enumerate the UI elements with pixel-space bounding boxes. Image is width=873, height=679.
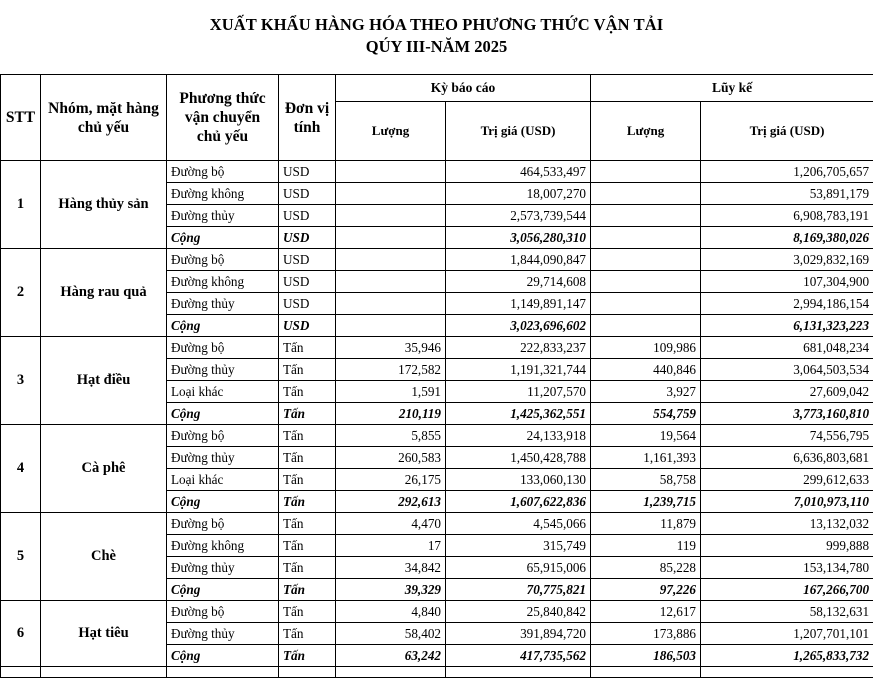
cell-unit: USD	[279, 183, 336, 205]
cell-transport-mode: Cộng	[167, 315, 279, 337]
cell-period-value: 133,060,130	[446, 469, 591, 491]
cell-stt: 5	[1, 513, 41, 601]
cell-transport-mode: Đường không	[167, 183, 279, 205]
cell-transport-mode: Cộng	[167, 579, 279, 601]
table-row	[1, 337, 873, 359]
cell-cumulative-quantity: 173,886	[591, 623, 701, 645]
cell-cumulative-quantity: 186,503	[591, 645, 701, 667]
cell-unit: USD	[279, 271, 336, 293]
cell-transport-mode: Đường bộ	[167, 601, 279, 623]
cell-cumulative-quantity: 85,228	[591, 557, 701, 579]
page-title	[0, 0, 873, 58]
cell-period-value: 1,425,362,551	[446, 403, 591, 425]
cell-cumulative-quantity	[591, 161, 701, 183]
cell-unit: Tấn	[279, 535, 336, 557]
cell-period-quantity: 4,840	[336, 601, 446, 623]
cell-cumulative-value: 999,888	[701, 535, 873, 557]
cell-cumulative-quantity: 440,846	[591, 359, 701, 381]
cell-cumulative-quantity	[591, 293, 701, 315]
cell-cumulative-value: 6,908,783,191	[701, 205, 873, 227]
cell-period-quantity: 260,583	[336, 447, 446, 469]
cell-cumulative-value: 1,265,833,732	[701, 645, 873, 667]
cell-cumulative-quantity: 58,758	[591, 469, 701, 491]
cell-transport-mode: Đường thủy	[167, 557, 279, 579]
column-header-stt: STT	[1, 75, 41, 161]
cell-transport-mode: Đường bộ	[167, 425, 279, 447]
cell-period-value: 3,023,696,602	[446, 315, 591, 337]
column-header-group: Nhóm, mặt hàng chủ yếu	[41, 75, 167, 161]
cell-transport-mode: Đường thủy	[167, 205, 279, 227]
cell-empty	[1, 667, 41, 678]
cell-cumulative-value: 299,612,633	[701, 469, 873, 491]
cell-period-quantity: 172,582	[336, 359, 446, 381]
cell-unit: Tấn	[279, 447, 336, 469]
column-header-cumulative-value: Trị giá (USD)	[701, 102, 873, 161]
cell-empty	[167, 667, 279, 678]
cell-group-name: Hàng thủy sản	[41, 161, 167, 249]
cell-unit: Tấn	[279, 623, 336, 645]
cell-period-quantity	[336, 315, 446, 337]
cell-period-quantity	[336, 161, 446, 183]
cell-cumulative-value: 74,556,795	[701, 425, 873, 447]
cell-stt: 2	[1, 249, 41, 337]
cell-unit: Tấn	[279, 359, 336, 381]
cell-empty	[279, 667, 336, 678]
title-line-2: QÚY III-NĂM 2025	[0, 36, 873, 58]
cell-period-quantity: 210,119	[336, 403, 446, 425]
cell-period-quantity: 34,842	[336, 557, 446, 579]
cell-period-quantity: 58,402	[336, 623, 446, 645]
cell-cumulative-quantity	[591, 249, 701, 271]
cell-period-value: 70,775,821	[446, 579, 591, 601]
cell-period-value: 1,607,622,836	[446, 491, 591, 513]
cell-cumulative-quantity: 12,617	[591, 601, 701, 623]
cell-unit: Tấn	[279, 403, 336, 425]
cell-cumulative-value: 13,132,032	[701, 513, 873, 535]
column-group-header-period: Kỳ báo cáo	[336, 75, 591, 102]
cell-period-value: 391,894,720	[446, 623, 591, 645]
cell-unit: Tấn	[279, 645, 336, 667]
cell-unit: Tấn	[279, 425, 336, 447]
cell-period-value: 3,056,280,310	[446, 227, 591, 249]
cell-period-quantity	[336, 271, 446, 293]
cell-transport-mode: Đường thủy	[167, 359, 279, 381]
table-row	[1, 161, 873, 183]
cell-period-value: 29,714,608	[446, 271, 591, 293]
cell-cumulative-quantity: 109,986	[591, 337, 701, 359]
cell-stt: 4	[1, 425, 41, 513]
cell-cumulative-value: 53,891,179	[701, 183, 873, 205]
table-row	[1, 513, 873, 535]
cell-period-value: 2,573,739,544	[446, 205, 591, 227]
cell-transport-mode: Cộng	[167, 227, 279, 249]
cell-unit: Tấn	[279, 491, 336, 513]
title-line-1: XUẤT KHẨU HÀNG HÓA THEO PHƯƠNG THỨC VẬN TẢI	[0, 14, 873, 36]
cell-period-value: 417,735,562	[446, 645, 591, 667]
cell-transport-mode: Đường thủy	[167, 447, 279, 469]
cell-transport-mode: Cộng	[167, 403, 279, 425]
table-row-partial	[1, 667, 873, 678]
cell-cumulative-quantity: 1,239,715	[591, 491, 701, 513]
cell-empty	[41, 667, 167, 678]
cell-unit: Tấn	[279, 381, 336, 403]
cell-period-value: 18,007,270	[446, 183, 591, 205]
column-header-period-quantity: Lượng	[336, 102, 446, 161]
cell-period-quantity: 35,946	[336, 337, 446, 359]
cell-cumulative-value: 7,010,973,110	[701, 491, 873, 513]
cell-transport-mode: Đường không	[167, 271, 279, 293]
cell-group-name: Hạt tiêu	[41, 601, 167, 667]
table-row	[1, 249, 873, 271]
cell-period-quantity	[336, 183, 446, 205]
cell-cumulative-value: 107,304,900	[701, 271, 873, 293]
cell-cumulative-quantity	[591, 205, 701, 227]
column-header-unit: Đơn vị tính	[279, 75, 336, 161]
cell-unit: Tấn	[279, 469, 336, 491]
cell-transport-mode: Đường bộ	[167, 337, 279, 359]
cell-transport-mode: Đường thủy	[167, 293, 279, 315]
cell-period-quantity	[336, 293, 446, 315]
cell-group-name: Hạt điều	[41, 337, 167, 425]
cell-unit: USD	[279, 249, 336, 271]
cell-cumulative-value: 1,207,701,101	[701, 623, 873, 645]
cell-cumulative-quantity: 19,564	[591, 425, 701, 447]
cell-empty	[701, 667, 873, 678]
column-header-period-value: Trị giá (USD)	[446, 102, 591, 161]
cell-transport-mode: Loại khác	[167, 469, 279, 491]
cell-unit: Tấn	[279, 557, 336, 579]
cell-unit: USD	[279, 293, 336, 315]
cell-empty	[446, 667, 591, 678]
cell-period-quantity: 26,175	[336, 469, 446, 491]
cell-cumulative-quantity: 11,879	[591, 513, 701, 535]
cell-period-value: 11,207,570	[446, 381, 591, 403]
cell-period-value: 315,749	[446, 535, 591, 557]
cell-transport-mode: Đường không	[167, 535, 279, 557]
cell-unit: Tấn	[279, 513, 336, 535]
cell-cumulative-value: 3,064,503,534	[701, 359, 873, 381]
cell-group-name: Chè	[41, 513, 167, 601]
cell-period-value: 25,840,842	[446, 601, 591, 623]
cell-group-name: Cà phê	[41, 425, 167, 513]
cell-transport-mode: Đường bộ	[167, 513, 279, 535]
cell-period-quantity	[336, 227, 446, 249]
export-by-transport-table	[0, 74, 873, 678]
cell-empty	[591, 667, 701, 678]
cell-transport-mode: Loại khác	[167, 381, 279, 403]
cell-cumulative-value: 6,636,803,681	[701, 447, 873, 469]
cell-unit: Tấn	[279, 337, 336, 359]
cell-period-value: 1,191,321,744	[446, 359, 591, 381]
cell-period-value: 1,149,891,147	[446, 293, 591, 315]
cell-stt: 6	[1, 601, 41, 667]
cell-period-value: 65,915,006	[446, 557, 591, 579]
cell-period-value: 1,844,090,847	[446, 249, 591, 271]
cell-empty	[336, 667, 446, 678]
cell-period-quantity: 4,470	[336, 513, 446, 535]
cell-unit: USD	[279, 161, 336, 183]
cell-cumulative-quantity	[591, 315, 701, 337]
cell-cumulative-value: 8,169,380,026	[701, 227, 873, 249]
cell-transport-mode: Đường bộ	[167, 249, 279, 271]
cell-cumulative-value: 681,048,234	[701, 337, 873, 359]
cell-transport-mode: Đường thủy	[167, 623, 279, 645]
table-body	[1, 161, 873, 678]
cell-cumulative-quantity	[591, 183, 701, 205]
table-row	[1, 425, 873, 447]
cell-cumulative-quantity: 1,161,393	[591, 447, 701, 469]
cell-cumulative-value: 6,131,323,223	[701, 315, 873, 337]
cell-cumulative-value: 27,609,042	[701, 381, 873, 403]
cell-unit: USD	[279, 315, 336, 337]
cell-cumulative-value: 1,206,705,657	[701, 161, 873, 183]
cell-period-quantity: 1,591	[336, 381, 446, 403]
cell-period-value: 464,533,497	[446, 161, 591, 183]
cell-unit: USD	[279, 227, 336, 249]
cell-cumulative-value: 153,134,780	[701, 557, 873, 579]
cell-period-value: 4,545,066	[446, 513, 591, 535]
cell-period-quantity: 292,613	[336, 491, 446, 513]
cell-period-quantity: 17	[336, 535, 446, 557]
cell-stt: 1	[1, 161, 41, 249]
cell-cumulative-value: 3,773,160,810	[701, 403, 873, 425]
cell-cumulative-quantity: 119	[591, 535, 701, 557]
cell-stt: 3	[1, 337, 41, 425]
cell-period-quantity: 39,329	[336, 579, 446, 601]
cell-transport-mode: Đường bộ	[167, 161, 279, 183]
cell-unit: Tấn	[279, 601, 336, 623]
cell-cumulative-value: 167,266,700	[701, 579, 873, 601]
column-group-header-cumulative: Lũy kế	[591, 75, 873, 102]
cell-transport-mode: Cộng	[167, 491, 279, 513]
cell-period-value: 1,450,428,788	[446, 447, 591, 469]
cell-period-value: 24,133,918	[446, 425, 591, 447]
table-header	[1, 75, 873, 161]
cell-cumulative-quantity: 554,759	[591, 403, 701, 425]
cell-transport-mode: Cộng	[167, 645, 279, 667]
cell-cumulative-value: 2,994,186,154	[701, 293, 873, 315]
table-row	[1, 601, 873, 623]
table-header-row-1	[1, 75, 873, 102]
cell-cumulative-quantity	[591, 227, 701, 249]
column-header-mode: Phương thức vận chuyển chủ yếu	[167, 75, 279, 161]
cell-period-quantity	[336, 205, 446, 227]
cell-cumulative-quantity: 3,927	[591, 381, 701, 403]
cell-group-name: Hàng rau quả	[41, 249, 167, 337]
cell-cumulative-quantity: 97,226	[591, 579, 701, 601]
cell-cumulative-value: 3,029,832,169	[701, 249, 873, 271]
cell-period-value: 222,833,237	[446, 337, 591, 359]
cell-unit: Tấn	[279, 579, 336, 601]
column-header-cumulative-quantity: Lượng	[591, 102, 701, 161]
cell-period-quantity	[336, 249, 446, 271]
cell-cumulative-quantity	[591, 271, 701, 293]
cell-unit: USD	[279, 205, 336, 227]
cell-cumulative-value: 58,132,631	[701, 601, 873, 623]
cell-period-quantity: 5,855	[336, 425, 446, 447]
cell-period-quantity: 63,242	[336, 645, 446, 667]
